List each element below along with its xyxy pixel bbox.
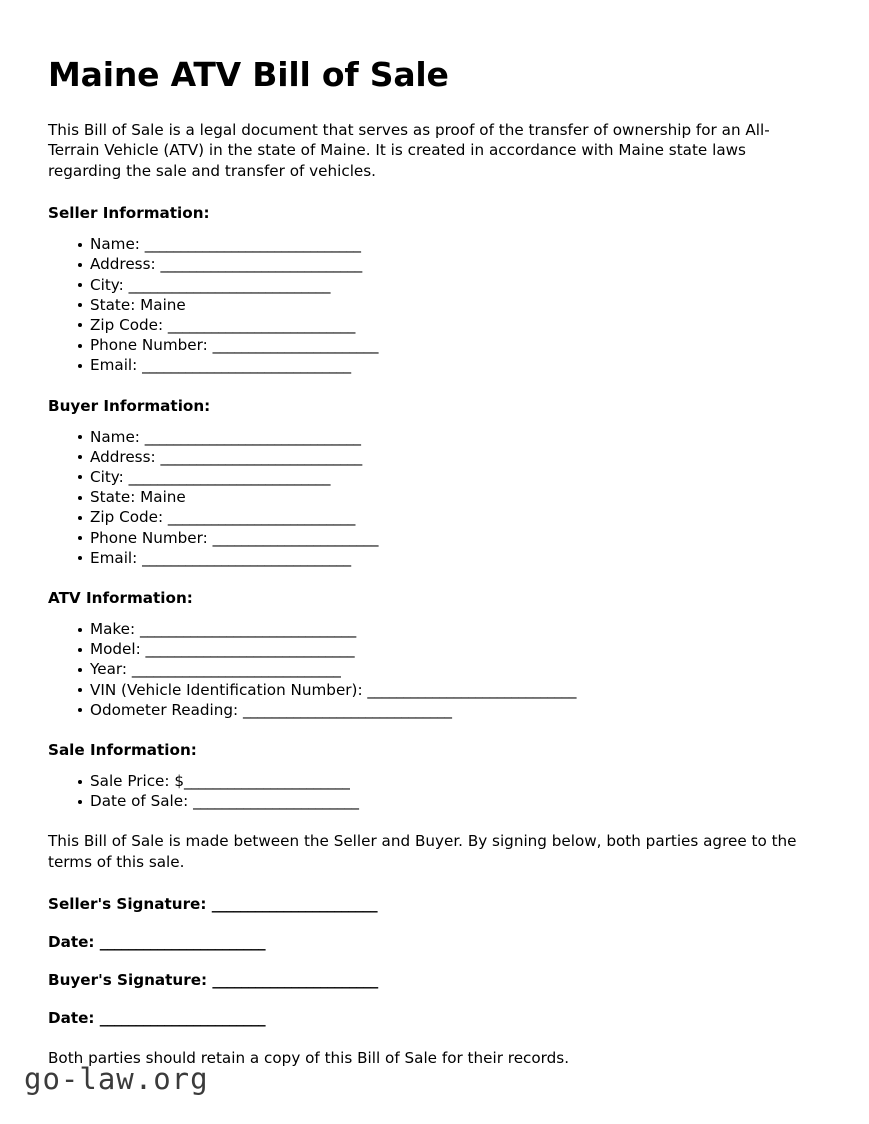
field-label: VIN (Vehicle Identification Number): xyxy=(90,680,363,699)
sale-information-heading: Sale Information: xyxy=(48,741,197,760)
field-blank[interactable]: _____________________________ xyxy=(131,660,341,679)
field-label: Address: xyxy=(90,255,156,274)
buyer-signature-label: Buyer's Signature: xyxy=(48,971,208,990)
field-blank[interactable]: ____________________________ xyxy=(128,467,331,486)
buyer-date-line xyxy=(48,1008,798,1028)
buyer-information-heading: Buyer Information: xyxy=(48,396,211,415)
field-blank[interactable]: ______________________________ xyxy=(144,235,361,254)
list-item xyxy=(48,771,798,791)
field-label: Make: xyxy=(90,620,136,638)
list-item xyxy=(48,507,798,527)
atv-information-heading: ATV Information: xyxy=(48,589,193,607)
field-blank[interactable]: _____________________________ xyxy=(142,356,351,375)
list-item xyxy=(48,791,798,811)
list-item xyxy=(48,528,798,548)
field-blank[interactable]: __________________________ xyxy=(167,508,355,527)
buyer-information-fields xyxy=(48,427,798,568)
site-watermark: go-law.org xyxy=(24,1062,209,1096)
list-item xyxy=(48,315,798,335)
field-blank[interactable]: _______________________ xyxy=(184,772,350,791)
field-blank[interactable]: _______________________ xyxy=(193,792,359,811)
list-item xyxy=(48,447,798,467)
buyer-date-blank[interactable]: _______________________ xyxy=(99,1009,266,1028)
list-item xyxy=(48,355,798,375)
list-item xyxy=(48,275,798,295)
field-label: Zip Code: xyxy=(90,508,164,527)
seller-information-heading: Seller Information: xyxy=(48,204,210,223)
field-blank[interactable]: _______________________ xyxy=(212,528,379,547)
list-item xyxy=(48,659,798,679)
atv-information-fields xyxy=(48,619,798,720)
list-item xyxy=(48,487,798,507)
field-label: City: xyxy=(90,467,124,486)
field-blank[interactable]: ______________________________ xyxy=(144,427,361,446)
field-label: Name: xyxy=(90,235,140,254)
footer-note: Both parties should retain a copy of this Bill of Sale for their records. xyxy=(48,1049,570,1068)
field-blank[interactable]: ____________________________ xyxy=(160,255,362,274)
field-label: Year: xyxy=(90,660,128,679)
list-item xyxy=(48,700,798,720)
field-label: Phone Number: xyxy=(90,528,208,547)
field-blank[interactable]: _______________________ xyxy=(212,336,379,355)
field-value: Maine xyxy=(140,295,186,314)
field-label: Email: xyxy=(90,356,138,375)
list-item xyxy=(48,639,798,659)
field-blank[interactable]: ______________________________ xyxy=(139,620,356,638)
field-label: Zip Code: xyxy=(90,315,164,334)
list-item xyxy=(48,680,798,700)
field-blank[interactable]: _____________________________ xyxy=(243,700,452,719)
list-item xyxy=(48,467,798,487)
buyer-date-label: Date: xyxy=(48,1009,95,1028)
field-blank[interactable]: _____________________________ xyxy=(367,680,577,699)
field-label: Address: xyxy=(90,447,156,466)
field-label: State: xyxy=(90,488,136,507)
document-content xyxy=(48,56,798,1069)
field-label: State: xyxy=(90,295,136,314)
field-blank[interactable]: ____________________________ xyxy=(160,447,362,466)
list-item xyxy=(48,234,798,254)
field-blank[interactable]: _____________________________ xyxy=(145,640,355,659)
field-label: Odometer Reading: xyxy=(90,700,239,719)
buyer-signature-line xyxy=(48,970,798,990)
field-label: Date of Sale: xyxy=(90,792,189,811)
list-item xyxy=(48,548,798,568)
seller-date-line xyxy=(48,932,798,952)
seller-signature-blank[interactable]: _______________________ xyxy=(211,895,378,914)
seller-signature-line xyxy=(48,894,798,914)
field-label: Model: xyxy=(90,640,141,659)
sale-information-fields xyxy=(48,771,798,811)
list-item xyxy=(48,619,798,639)
seller-date-label: Date: xyxy=(48,933,95,952)
field-label: City: xyxy=(90,275,124,294)
field-label: Sale Price: $ xyxy=(90,772,184,791)
field-blank[interactable]: ____________________________ xyxy=(128,275,331,294)
list-item xyxy=(48,335,798,355)
field-label: Email: xyxy=(90,548,138,567)
field-blank[interactable]: _____________________________ xyxy=(142,548,351,567)
field-value: Maine xyxy=(140,488,186,507)
field-label: Name: xyxy=(90,427,140,446)
list-item xyxy=(48,254,798,274)
buyer-signature-blank[interactable]: _______________________ xyxy=(212,971,378,990)
seller-date-blank[interactable]: _______________________ xyxy=(99,933,266,952)
intro-paragraph: This Bill of Sale is a legal document that serves as proof of the transfer of ownership for an All-Terrain Vehicle (ATV) in the state of Maine. It is created in accordance with Maine state laws regarding the sale and transfer of vehicles. xyxy=(48,120,770,180)
seller-signature-label: Seller's Signature: xyxy=(48,895,207,914)
list-item xyxy=(48,427,798,447)
list-item xyxy=(48,295,798,315)
field-label: Phone Number: xyxy=(90,336,208,355)
page-title: Maine ATV Bill of Sale xyxy=(48,55,449,94)
seller-information-fields xyxy=(48,234,798,375)
field-blank[interactable]: __________________________ xyxy=(167,315,355,334)
agreement-paragraph: This Bill of Sale is made between the Seller and Buyer. By signing below, both parties agree to the terms of this sale. xyxy=(48,832,797,871)
